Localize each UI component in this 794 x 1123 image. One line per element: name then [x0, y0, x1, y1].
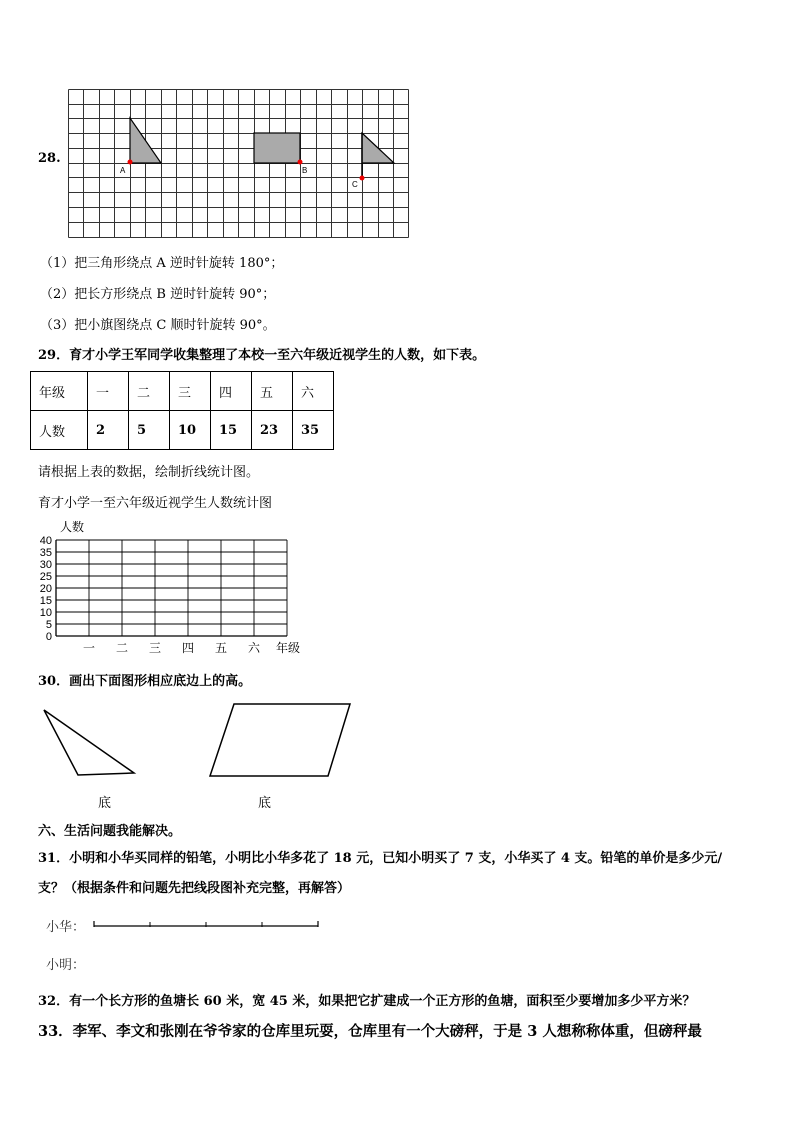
q28-task-2: （2）把长方形绕点 B 逆时针旋转 90°； [40, 287, 276, 302]
q32-text: 32．有一个长方形的鱼塘长 60 米，宽 45 米，如果把它扩建成一个正方形的鱼塘，面积至少要增加多少平方米？ [38, 994, 696, 1009]
table-cell: 5 [129, 411, 170, 450]
table-cell: 三 [170, 372, 211, 411]
q30-shapes [40, 700, 360, 785]
x-tick-label: 五 [214, 641, 228, 655]
point-b [298, 160, 303, 165]
y-tick-label: 25 [39, 571, 52, 583]
q28-number: 28. [38, 151, 61, 166]
q33-text: 33．李军、李文和张刚在爷爷家的仓库里玩耍，仓库里有一个大磅秤，于是 3 人想称称体重，但磅秤最 [38, 1023, 702, 1040]
label-a: A [120, 166, 126, 175]
q28-task-1: （1）把三角形绕点 A 逆时针旋转 180°； [40, 256, 284, 271]
y-tick-label: 20 [39, 583, 52, 595]
table-cell: 五 [252, 372, 293, 411]
q30-text: 30．画出下面图形相应底边上的高。 [38, 674, 252, 689]
q31-line-2: 支？（根据条件和问题先把线段图补充完整，再解答） [38, 881, 351, 896]
table-cell: 六 [293, 372, 334, 411]
q29-text: 29．育才小学王军同学收集整理了本校一至六年级近视学生的人数，如下表。 [38, 348, 486, 363]
chart-title: 育才小学一至六年级近视学生人数统计图 [38, 496, 273, 511]
section-6-title: 六、生活问题我能解决。 [38, 824, 182, 839]
y-tick-label: 15 [39, 595, 52, 607]
q28-task-3: （3）把小旗图绕点 C 顺时针旋转 90°。 [40, 318, 276, 333]
triangle-shape [44, 710, 134, 775]
y-tick-label: 5 [45, 619, 52, 631]
triangle-base-label: 底 [98, 796, 112, 811]
label-c: C [352, 180, 358, 189]
table-cell: 35 [293, 411, 334, 450]
rectangle-shape [254, 133, 300, 163]
table-row [31, 372, 334, 411]
y-tick-label: 40 [39, 535, 52, 547]
table-cell: 10 [170, 411, 211, 450]
line-chart-grid [30, 515, 320, 657]
y-axis-label: 人数 [60, 520, 85, 534]
y-tick-label: 10 [39, 607, 52, 619]
table-cell: 一 [88, 372, 129, 411]
x-tick-label: 四 [181, 641, 195, 655]
table-cell: 人数 [31, 411, 88, 450]
label-xiaohua: 小华： [46, 920, 86, 935]
x-tick-label: 一 [82, 641, 96, 655]
x-tick-label: 二 [115, 641, 129, 655]
x-tick-label: 六 [247, 641, 261, 655]
table-cell: 23 [252, 411, 293, 450]
label-b: B [302, 166, 308, 175]
x-tick-label: 三 [148, 641, 162, 655]
point-a [128, 160, 133, 165]
xiaohua-segment [92, 918, 322, 932]
q28-grid-figure [68, 89, 410, 239]
q29-instruction: 请根据上表的数据，绘制折线统计图。 [38, 465, 260, 480]
table-cell: 四 [211, 372, 252, 411]
table-cell: 2 [88, 411, 129, 450]
label-xiaoming: 小明： [46, 958, 86, 973]
parallelogram-shape [210, 704, 350, 776]
table-cell: 年级 [31, 372, 88, 411]
q31-line-1: 31．小明和小华买同样的铅笔，小明比小华多花了 18 元，已知小明买了 7 支，小华买了 4 支。铅笔的单价是多少元/ [38, 851, 723, 866]
myopia-table [30, 371, 334, 450]
y-tick-label: 30 [39, 559, 52, 571]
table-cell: 15 [211, 411, 252, 450]
parallelogram-base-label: 底 [258, 796, 272, 811]
y-tick-label: 35 [39, 547, 52, 559]
y-tick-label: 0 [45, 631, 52, 643]
point-c [360, 176, 365, 181]
table-row [31, 411, 334, 450]
table-cell: 二 [129, 372, 170, 411]
x-axis-label: 年级 [276, 641, 301, 655]
